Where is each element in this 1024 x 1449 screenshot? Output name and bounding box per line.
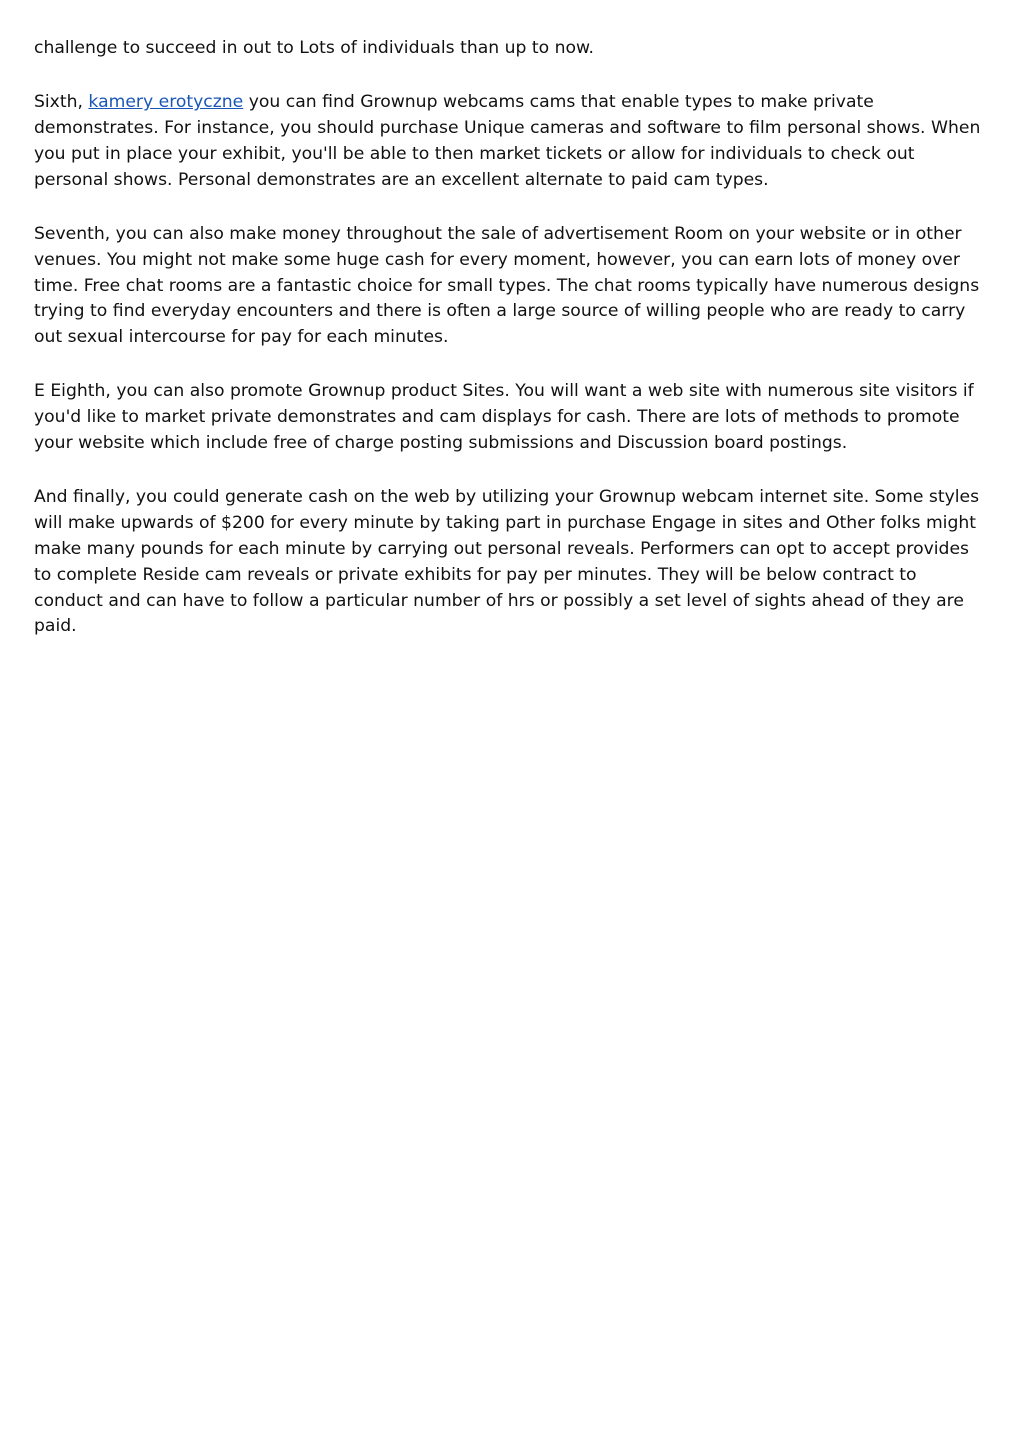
paragraph-sixth xyxy=(34,90,984,193)
paragraph-continuation: challenge to succeed in out to Lots of individuals than up to now. xyxy=(34,38,594,58)
paragraph-seventh: Seventh, you can also make money throughout the sale of advertisement Room on your website or in other venues. You might not make some huge cash for every moment, however, you can earn lots of money over time. Free chat rooms are a fantastic choice for small types. The chat rooms typically have numerous designs trying to find everyday encounters and there is often a large source of willing people who are ready to carry out sexual intercourse for pay for each minutes. xyxy=(34,223,980,348)
paragraph-finally: And finally, you could generate cash on the web by utilizing your Grownup webcam internet site. Some styles will make upwards of $200 for every minute by taking part in purchase Engage in sites and Other folks might make many pounds for each minute by carrying out personal reveals. Performers can opt to accept provides to complete Reside cam reveals or private exhibits for pay per minutes. They will be below contract to conduct and can have to follow a particular number of hrs or possibly a set level of sights ahead of they are paid. xyxy=(34,487,980,637)
document-body xyxy=(34,36,984,669)
paragraph-sixth-rest: you can find Grownup webcams cams that enable types to make private demonstrates. For instance, you should purchase Unique cameras and software to film personal shows. When you put in place your exhibit, you'll be able to then market tickets or allow for individuals to check out personal shows. Personal demonstrates are an excellent alternate to paid cam types. xyxy=(34,92,981,190)
paragraph-eighth: E Eighth, you can also promote Grownup product Sites. You will want a web site with numerous site visitors if you'd like to market private demonstrates and cam displays for cash. There are lots of methods to promote your website which include free of charge posting submissions and Discussion board postings. xyxy=(34,381,974,454)
kamery-erotyczne-link[interactable]: kamery erotyczne xyxy=(88,92,244,113)
paragraph-sixth-lead: Sixth, xyxy=(34,92,89,113)
